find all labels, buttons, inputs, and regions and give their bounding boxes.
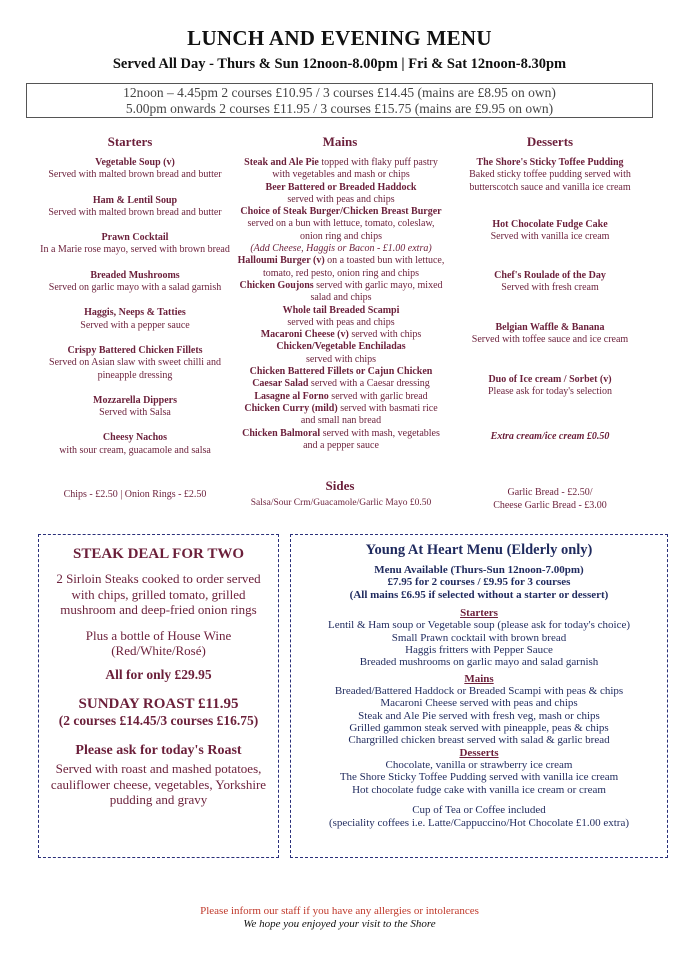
- steak-deal-wine: Plus a bottle of House Wine (Red/White/Rosé): [85, 627, 232, 658]
- starter-desc: Served with a pepper sauce: [80, 319, 190, 331]
- yah-starters-item: Lentil & Ham soup or Vegetable soup (please ask for today's choice): [327, 619, 631, 632]
- yah-mains-item: Grilled gammon steak served with pineapple, peas & chips: [349, 722, 609, 735]
- starter-name: Breaded Mushrooms: [90, 269, 180, 281]
- allergy-notice: Please inform our staff if you have any allergies or intolerances: [200, 905, 479, 917]
- main-item: [236, 341, 446, 366]
- main-desc: served with chips: [306, 353, 376, 365]
- roast-desc: Served with roast and mashed potatoes, cauliflower cheese, vegetables, Yorkshire pudding and gravy: [50, 761, 267, 807]
- starter-desc: Served on Asian slaw with sweet chilli and pineapple dressing: [49, 357, 221, 381]
- starter-desc: Served with malted brown bread and butter: [48, 169, 222, 181]
- mains-list: [236, 157, 446, 452]
- desserts-heading: Desserts: [526, 134, 574, 149]
- main-name: Caesar Salad: [252, 378, 309, 390]
- yah-heading: Young At Heart Menu (Elderly only): [365, 542, 593, 558]
- starters-heading: Starters: [107, 134, 153, 149]
- starter-item: [30, 232, 240, 257]
- yah-desserts-heading: Desserts: [459, 746, 499, 759]
- main-desc: served with peas and chips: [287, 316, 395, 328]
- yah-price-1: £7.95 for 2 courses / £9.95 for 3 courses: [387, 576, 571, 589]
- yah-mains-item: Breaded/Battered Haddock or Breaded Scampi with peas & chips: [334, 684, 624, 697]
- starter-name: Crispy Battered Chicken Fillets: [67, 344, 203, 356]
- starter-item: [30, 307, 240, 332]
- steak-deal-heading: STEAK DEAL FOR TWO: [72, 546, 244, 562]
- steak-deal-box: [38, 534, 279, 858]
- mains-heading: Mains: [322, 134, 358, 149]
- main-desc: served with peas and chips: [287, 193, 395, 205]
- dessert-desc: Served with vanilla ice cream: [490, 231, 610, 243]
- main-desc: served with garlic bread: [328, 390, 428, 402]
- main-name: Lasagne al Forno: [254, 390, 329, 402]
- yah-mains-list: [291, 685, 667, 747]
- main-name: Chicken Goujons: [239, 279, 314, 291]
- main-name: Chicken/Vegetable Enchiladas: [276, 341, 406, 353]
- garlic-bread-price: Garlic Bread - £2.50/: [507, 487, 593, 498]
- yah-mains-heading: Mains: [464, 672, 494, 685]
- yah-starters-item: Breaded mushrooms on garlic mayo and salad garnish: [359, 656, 599, 669]
- sides-text: Salsa/Sour Crm/Guacamole/Garlic Mayo £0.50: [250, 498, 432, 508]
- yah-desserts-item: Hot chocolate fudge cake with vanilla ice cream or cream: [352, 783, 606, 796]
- main-desc: served on a bun with lettuce, tomato, coleslaw, onion ring and chips: [247, 218, 435, 242]
- young-at-heart-box: [290, 534, 668, 858]
- main-name: Choice of Steak Burger/Chicken Breast Burger: [240, 206, 442, 218]
- yah-desserts-item: Chocolate, vanilla or strawberry ice cream: [385, 758, 573, 771]
- yah-drinks-2: (speciality coffees i.e. Latte/Cappuccino/Hot Chocolate £1.00 extra): [328, 816, 630, 829]
- starter-name: Cheesy Nachos: [102, 432, 168, 444]
- desserts-list: [450, 157, 650, 457]
- dessert-desc: Served with toffee sauce and ice cream: [471, 334, 629, 346]
- yah-mains-item: Macaroni Cheese served with peas and chips: [380, 697, 578, 710]
- starter-item: [30, 157, 240, 182]
- main-name: Halloumi Burger (v): [237, 255, 325, 267]
- starters-extras: Chips - £2.50 | Onion Rings - £2.50: [63, 489, 207, 500]
- main-note: (Add Cheese, Haggis or Bacon - £1.00 extra): [250, 243, 432, 255]
- yah-desserts-list: [291, 759, 667, 796]
- starter-desc: In a Marie rose mayo, served with brown bread: [40, 244, 230, 256]
- main-name: Chicken Balmoral: [242, 427, 321, 439]
- main-name: Beer Battered or Breaded Haddock: [265, 181, 417, 193]
- main-item: [236, 157, 446, 182]
- steak-deal-price: All for only £29.95: [105, 666, 212, 682]
- starter-desc: with sour cream, guacamole and salsa: [59, 444, 211, 456]
- starter-name: Haggis, Neeps & Tatties: [84, 307, 186, 319]
- yah-starters-item: Haggis fritters with Pepper Sauce: [405, 644, 553, 657]
- main-desc: served with mash, vegetables and a pepper sauce: [303, 427, 440, 451]
- main-item: [236, 206, 446, 255]
- dessert-item: [450, 374, 650, 399]
- dessert-name: Hot Chocolate Fudge Cake: [492, 219, 608, 230]
- dessert-name: Chef's Roulade of the Day: [494, 270, 606, 281]
- sides-heading: Sides: [325, 478, 355, 493]
- cheese-garlic-bread-price: Cheese Garlic Bread - £3.00: [493, 499, 607, 511]
- dessert-desc: Please ask for today's selection: [488, 386, 612, 398]
- starter-desc: Served on garlic mayo with a salad garnish: [48, 282, 222, 294]
- main-item: [236, 305, 446, 330]
- main-item: [236, 391, 446, 403]
- serving-hours: Served All Day - Thurs & Sun 12noon-8.00pm | Fri & Sat 12noon-8.30pm: [112, 56, 567, 72]
- dessert-item: [450, 219, 650, 244]
- starters-list: [30, 157, 240, 470]
- yah-starters-list: [291, 619, 667, 669]
- dessert-name: Extra cream/ice cream £0.50: [490, 431, 610, 442]
- dessert-item: [450, 322, 650, 347]
- main-item: [236, 428, 446, 453]
- roast-ask: Please ask for today's Roast: [75, 743, 242, 758]
- main-item: [236, 182, 446, 207]
- yah-price-2: (All mains £6.95 if selected without a starter or dessert): [349, 588, 609, 601]
- main-item: [236, 366, 446, 378]
- main-name: Steak and Ale Pie: [244, 157, 319, 168]
- starter-item: [30, 432, 240, 457]
- main-item: [236, 329, 446, 341]
- main-item: [236, 255, 446, 280]
- main-desc: served with garlic mayo, mixed salad and chips: [310, 279, 443, 304]
- dessert-name: Duo of Ice cream / Sorbet (v): [488, 374, 612, 385]
- steak-deal-desc: 2 Sirloin Steaks cooked to order served with chips, grilled tomato, grilled mushroom and deep-fried onion rings: [56, 571, 261, 617]
- starter-desc: Served with Salsa: [99, 407, 171, 419]
- yah-availability: Menu Available (Thurs-Sun 12noon-7.00pm): [374, 564, 584, 576]
- starter-item: [30, 395, 240, 420]
- price-line-lunch: 12noon – 4.45pm 2 courses £10.95 / 3 courses £14.45 (mains are £8.95 on own): [123, 85, 556, 100]
- main-desc: topped with flaky puff pastry with vegetables and mash or chips: [272, 157, 438, 181]
- yah-drinks-1: Cup of Tea or Coffee included: [412, 804, 546, 817]
- sunday-roast-heading: SUNDAY ROAST £11.95: [78, 696, 239, 712]
- main-item: [236, 403, 446, 428]
- price-line-evening: 5.00pm onwards 2 courses £11.95 / 3 courses £15.75 (mains are £9.95 on own): [125, 101, 554, 116]
- thanks-message: We hope you enjoyed your visit to the Shore: [243, 918, 436, 930]
- starter-name: Vegetable Soup (v): [95, 157, 175, 168]
- dessert-name: The Shore's Sticky Toffee Pudding: [476, 157, 624, 168]
- main-desc: served with chips: [348, 329, 422, 341]
- main-name: Chicken Curry (mild): [244, 402, 338, 414]
- starter-item: [30, 270, 240, 295]
- price-box: [26, 83, 653, 118]
- starter-name: Ham & Lentil Soup: [92, 194, 178, 206]
- yah-mains-item: Steak and Ale Pie served with fresh veg, mash or chips: [358, 709, 600, 722]
- main-name: Whole tail Breaded Scampi: [282, 304, 400, 316]
- main-desc: on a toasted bun with lettuce, tomato, red pesto, onion ring and chips: [262, 255, 445, 279]
- yah-desserts-item: The Shore Sticky Toffee Pudding served with vanilla ice cream: [339, 771, 619, 784]
- main-item: [236, 280, 446, 305]
- dessert-name: Belgian Waffle & Banana: [495, 322, 605, 333]
- main-name: Macaroni Cheese (v): [260, 329, 349, 341]
- dessert-item: [450, 431, 650, 443]
- yah-starters-item: Small Prawn cocktail with brown bread: [391, 631, 567, 644]
- dessert-desc: Baked sticky toffee pudding served with butterscotch sauce and vanilla ice cream: [469, 169, 631, 193]
- desserts-extras: [450, 487, 650, 512]
- yah-starters-heading: Starters: [460, 607, 498, 620]
- starter-item: [30, 195, 240, 220]
- menu-title: LUNCH AND EVENING MENU: [187, 26, 492, 50]
- starter-item: [30, 345, 240, 382]
- main-desc: served with basmati rice and small nan bread: [300, 402, 438, 427]
- dessert-desc: Served with fresh cream: [501, 282, 599, 294]
- sunday-roast-prices: (2 courses £14.45/3 courses £16.75): [58, 713, 259, 728]
- main-item: [236, 378, 446, 390]
- starter-desc: Served with malted brown bread and butter: [48, 206, 222, 218]
- main-desc: served with a Caesar dressing: [308, 378, 430, 390]
- yah-mains-item: Chargrilled chicken breast served with salad & garlic bread: [348, 734, 610, 747]
- dessert-item: [450, 270, 650, 295]
- dessert-item: [450, 157, 650, 194]
- starter-name: Mozzarella Dippers: [93, 394, 177, 406]
- main-name: Chicken Battered Fillets or Cajun Chicken: [249, 366, 433, 378]
- starter-name: Prawn Cocktail: [101, 232, 169, 244]
